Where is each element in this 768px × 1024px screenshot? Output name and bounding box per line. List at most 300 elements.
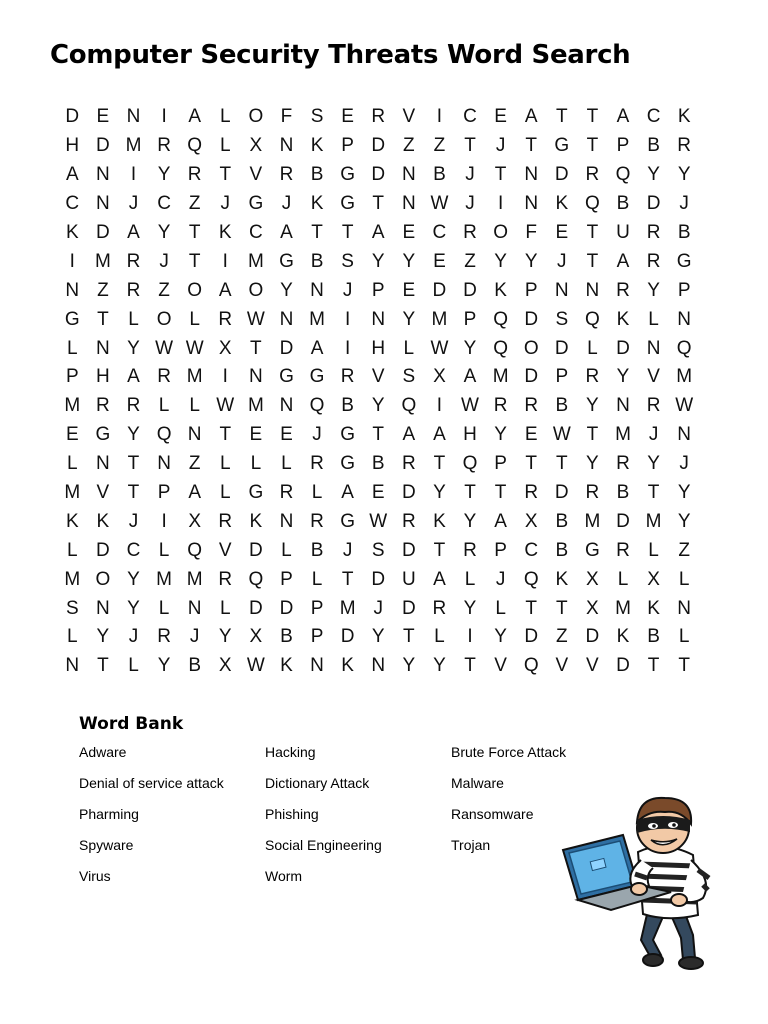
- grid-letter: M: [125, 135, 142, 157]
- word-bank-item: Brute Force Attack: [451, 744, 567, 760]
- grid-letter: S: [310, 106, 324, 128]
- grid-letter: V: [371, 366, 385, 388]
- grid-letter: O: [187, 279, 203, 301]
- grid-letter: T: [464, 135, 476, 157]
- grid-letter: T: [586, 106, 599, 128]
- grid-letter: Y: [647, 279, 660, 301]
- grid-letter: G: [64, 308, 80, 330]
- grid-letter: A: [433, 568, 446, 590]
- grid-letter: R: [524, 395, 539, 417]
- grid-letter: L: [219, 135, 231, 157]
- grid-letter: B: [616, 193, 630, 215]
- grid-letter: S: [341, 250, 354, 272]
- grid-letter: D: [524, 366, 539, 388]
- grid-letter: Q: [585, 193, 600, 215]
- grid-letter: B: [433, 164, 446, 186]
- grid-letter: J: [648, 424, 659, 446]
- grid-letter: A: [218, 279, 232, 301]
- grid-letter: B: [310, 164, 324, 186]
- grid-letter: D: [554, 164, 569, 186]
- grid-letter: Y: [647, 164, 660, 186]
- grid-letter: R: [279, 482, 294, 504]
- grid-letter: L: [495, 597, 506, 619]
- grid-letter: R: [585, 164, 600, 186]
- word-bank-item: Pharming: [79, 806, 139, 822]
- grid-letter: I: [222, 366, 228, 388]
- grid-letter: R: [157, 366, 171, 388]
- word-bank-item: Ransomware: [451, 806, 534, 822]
- word-bank-item: Worm: [265, 868, 303, 884]
- grid-letter: L: [281, 453, 292, 475]
- grid-letter: N: [96, 193, 110, 215]
- grid-letter: P: [280, 568, 293, 590]
- grid-letter: L: [158, 539, 170, 561]
- grid-letter: T: [464, 655, 476, 677]
- grid-letter: G: [585, 539, 600, 561]
- grid-letter: Y: [616, 366, 630, 388]
- word-bank-item: Phishing: [265, 806, 319, 822]
- grid-letter: D: [616, 510, 630, 532]
- grid-letter: B: [647, 135, 660, 157]
- grid-letter: G: [676, 250, 692, 272]
- grid-letter: J: [342, 539, 353, 561]
- grid-letter: M: [186, 366, 203, 388]
- word-bank-item: Malware: [451, 775, 504, 791]
- grid-letter: T: [555, 453, 568, 475]
- grid-letter: A: [65, 164, 79, 186]
- grid-letter: Y: [677, 482, 691, 504]
- grid-letter: Y: [127, 337, 140, 359]
- grid-letter: K: [218, 222, 232, 243]
- grid-letter: D: [401, 539, 416, 561]
- grid-letter: N: [371, 308, 386, 330]
- grid-letter: L: [189, 395, 200, 417]
- grid-letter: X: [586, 568, 599, 590]
- grid-letter: J: [373, 597, 383, 619]
- grid-letter: J: [679, 453, 689, 475]
- grid-letter: R: [96, 395, 110, 417]
- grid-letter: K: [310, 135, 324, 157]
- grid-letter: T: [433, 539, 446, 561]
- grid-letter: L: [250, 453, 262, 475]
- grid-letter: U: [401, 568, 416, 590]
- grid-letter: X: [647, 568, 660, 590]
- grid-letter: E: [249, 424, 263, 446]
- grid-letter: W: [675, 395, 694, 417]
- grid-letter: I: [497, 193, 504, 215]
- grid-letter: Y: [463, 597, 477, 619]
- grid-letter: I: [436, 106, 443, 128]
- grid-letter: P: [310, 597, 324, 619]
- grid-letter: R: [616, 453, 630, 475]
- grid-letter: L: [128, 308, 139, 330]
- grid-letter: A: [616, 250, 630, 272]
- grid-letter: D: [585, 626, 600, 648]
- grid-letter: L: [67, 626, 78, 648]
- grid-letter: B: [647, 626, 660, 648]
- grid-letter: T: [647, 482, 660, 504]
- grid-letter: K: [555, 193, 569, 215]
- grid-letter: K: [341, 655, 354, 677]
- grid-letter: X: [433, 366, 446, 388]
- grid-letter: T: [464, 482, 476, 504]
- grid-letter: M: [64, 568, 81, 590]
- grid-letter: C: [248, 222, 263, 243]
- grid-letter: G: [95, 424, 111, 446]
- grid-letter: R: [646, 395, 661, 417]
- grid-letter: B: [555, 510, 569, 532]
- grid-letter: Y: [677, 164, 691, 186]
- grid-letter: T: [403, 626, 415, 648]
- grid-letter: L: [67, 337, 78, 359]
- grid-letter: Y: [494, 424, 507, 446]
- grid-letter: A: [371, 222, 385, 243]
- grid-letter: V: [402, 106, 416, 128]
- grid-letter: P: [494, 453, 507, 475]
- grid-letter: B: [616, 482, 630, 504]
- grid-letter: T: [525, 453, 537, 475]
- grid-letter: G: [340, 424, 356, 446]
- grid-letter: J: [679, 193, 689, 215]
- grid-letter: P: [616, 135, 630, 157]
- grid-letter: S: [555, 308, 569, 330]
- grid-letter: A: [463, 366, 477, 388]
- grid-letter: E: [555, 222, 569, 243]
- grid-letter: J: [281, 193, 292, 215]
- grid-letter: B: [555, 539, 569, 561]
- grid-letter: R: [616, 279, 630, 301]
- grid-letter: Q: [615, 164, 631, 186]
- grid-letter: J: [495, 135, 506, 157]
- grid-letter: P: [371, 279, 385, 301]
- word-bank-item: Spyware: [79, 837, 134, 853]
- grid-letter: D: [248, 597, 263, 619]
- grid-letter: R: [187, 164, 202, 186]
- word-bank-item: Dictionary Attack: [265, 775, 370, 791]
- grid-letter: Q: [493, 337, 508, 359]
- grid-letter: P: [524, 279, 538, 301]
- grid-letter: X: [586, 597, 599, 619]
- grid-letter: D: [96, 135, 110, 157]
- grid-letter: M: [615, 597, 631, 619]
- grid-letter: T: [525, 135, 537, 157]
- grid-letter: J: [128, 193, 139, 215]
- grid-letter: M: [64, 482, 81, 504]
- grid-letter: P: [310, 626, 324, 648]
- grid-letter: M: [431, 308, 448, 330]
- grid-letter: N: [187, 424, 202, 446]
- grid-letter: D: [401, 482, 416, 504]
- grid-letter: X: [188, 510, 202, 532]
- grid-letter: Y: [494, 250, 507, 272]
- grid-letter: Q: [187, 539, 203, 561]
- grid-letter: O: [493, 222, 508, 243]
- grid-letter: G: [340, 193, 356, 215]
- grid-letter: M: [156, 568, 172, 590]
- grid-letter: D: [248, 539, 263, 561]
- grid-letter: M: [492, 366, 509, 388]
- grid-letter: O: [248, 106, 264, 128]
- grid-letter: D: [646, 193, 661, 215]
- grid-letter: W: [369, 510, 388, 532]
- grid-letter: R: [310, 453, 324, 475]
- grid-letter: T: [372, 193, 385, 215]
- grid-letter: B: [677, 222, 691, 243]
- grid-letter: J: [220, 193, 231, 215]
- grid-letter: J: [465, 193, 475, 215]
- grid-letter: X: [249, 135, 263, 157]
- word-bank-item: Virus: [79, 868, 111, 884]
- grid-letter: D: [616, 337, 630, 359]
- grid-letter: N: [310, 279, 324, 301]
- grid-letter: R: [463, 539, 477, 561]
- grid-letter: M: [247, 250, 264, 272]
- grid-letter: D: [279, 597, 294, 619]
- grid-letter: Y: [371, 626, 385, 648]
- grid-letter: A: [127, 222, 140, 243]
- grid-letter: E: [371, 482, 385, 504]
- grid-letter: Y: [433, 655, 446, 677]
- grid-letter: N: [677, 424, 692, 446]
- grid-letter: Y: [127, 597, 140, 619]
- grid-letter: L: [67, 539, 78, 561]
- grid-letter: Q: [585, 308, 600, 330]
- grid-letter: T: [525, 597, 537, 619]
- grid-letter: M: [247, 395, 264, 417]
- grid-letter: T: [219, 164, 232, 186]
- grid-letter: M: [309, 308, 325, 330]
- grid-letter: L: [587, 337, 598, 359]
- grid-letter: N: [279, 395, 294, 417]
- grid-letter: T: [586, 135, 599, 157]
- grid-letter: Y: [494, 626, 507, 648]
- grid-letter: M: [584, 510, 601, 532]
- grid-letter: T: [97, 308, 109, 330]
- grid-letter: I: [436, 395, 443, 417]
- grid-letter: R: [279, 164, 294, 186]
- grid-letter: S: [65, 597, 79, 619]
- grid-letter: L: [219, 482, 231, 504]
- grid-letter: A: [188, 482, 202, 504]
- grid-letter: H: [371, 337, 386, 359]
- grid-letter: T: [586, 424, 599, 446]
- grid-letter: G: [248, 193, 264, 215]
- grid-letter: I: [130, 164, 137, 186]
- grid-letter: G: [279, 366, 294, 388]
- grid-letter: D: [96, 539, 110, 561]
- grid-letter: T: [555, 106, 568, 128]
- grid-letter: M: [645, 510, 662, 532]
- grid-letter: D: [371, 135, 386, 157]
- grid-letter: E: [280, 424, 293, 446]
- grid-letter: N: [96, 164, 110, 186]
- word-bank-item: Denial of service attack: [79, 775, 224, 791]
- grid-letter: K: [280, 655, 293, 677]
- grid-letter: T: [586, 222, 599, 243]
- grid-letter: R: [677, 135, 692, 157]
- grid-letter: Q: [309, 395, 325, 417]
- grid-letter: Y: [280, 279, 293, 301]
- grid-letter: P: [555, 366, 569, 388]
- grid-letter: P: [157, 482, 171, 504]
- grid-letter: I: [345, 308, 351, 330]
- grid-letter: T: [555, 597, 568, 619]
- grid-letter: Y: [127, 424, 140, 446]
- hacker-illustration: [553, 790, 723, 975]
- grid-letter: R: [401, 510, 416, 532]
- grid-letter: R: [585, 366, 600, 388]
- grid-letter: J: [557, 250, 567, 272]
- grid-letter: D: [96, 222, 110, 243]
- grid-letter: W: [216, 395, 235, 417]
- grid-letter: Y: [157, 222, 171, 243]
- grid-letter: A: [127, 366, 140, 388]
- grid-letter: R: [126, 395, 141, 417]
- word-bank-item: Adware: [79, 744, 127, 760]
- grid-letter: B: [371, 453, 385, 475]
- grid-letter: D: [371, 164, 386, 186]
- grid-letter: T: [127, 482, 140, 504]
- grid-letter: N: [554, 279, 569, 301]
- grid-letter: E: [65, 424, 79, 446]
- grid-letter: X: [249, 626, 263, 648]
- grid-letter: I: [69, 250, 75, 272]
- grid-letter: W: [246, 308, 265, 330]
- word-bank-item: Hacking: [265, 744, 316, 760]
- grid-letter: T: [433, 453, 446, 475]
- grid-letter: G: [340, 164, 356, 186]
- grid-letter: R: [218, 568, 233, 590]
- grid-letter: T: [250, 337, 262, 359]
- grid-letter: N: [524, 164, 539, 186]
- grid-letter: W: [185, 337, 204, 359]
- grid-letter: P: [677, 279, 691, 301]
- grid-letter: Y: [96, 626, 110, 648]
- grid-letter: I: [345, 337, 351, 359]
- grid-letter: L: [219, 453, 231, 475]
- grid-letter: N: [157, 453, 171, 475]
- grid-letter: J: [159, 250, 169, 272]
- grid-letter: T: [188, 222, 201, 243]
- grid-letter: L: [158, 597, 170, 619]
- grid-letter: Q: [523, 655, 539, 677]
- grid-letter: M: [676, 366, 693, 388]
- grid-letter: A: [402, 424, 416, 446]
- grid-letter: D: [371, 568, 386, 590]
- grid-letter: H: [463, 424, 477, 446]
- grid-letter: N: [248, 366, 263, 388]
- grid-letter: F: [525, 222, 537, 243]
- grid-letter: V: [586, 655, 599, 677]
- grid-letter: T: [341, 568, 354, 590]
- grid-letter: J: [465, 164, 475, 186]
- grid-letter: R: [585, 482, 600, 504]
- grid-letter: Z: [188, 193, 201, 215]
- grid-letter: N: [96, 453, 110, 475]
- grid-letter: B: [555, 395, 569, 417]
- grid-letter: R: [493, 395, 508, 417]
- grid-letter: X: [218, 337, 232, 359]
- grid-letter: R: [126, 279, 141, 301]
- grid-letter: H: [65, 135, 80, 157]
- grid-letter: K: [65, 222, 79, 243]
- grid-letter: V: [249, 164, 263, 186]
- grid-letter: Q: [676, 337, 692, 359]
- grid-letter: Q: [462, 453, 478, 475]
- grid-letter: G: [248, 482, 264, 504]
- grid-letter: Y: [647, 453, 660, 475]
- grid-letter: R: [463, 222, 477, 243]
- grid-letter: Y: [433, 482, 446, 504]
- grid-letter: O: [523, 337, 539, 359]
- grid-letter: N: [96, 337, 110, 359]
- grid-letter: D: [340, 626, 355, 648]
- grid-letter: R: [157, 135, 171, 157]
- grid-letter: J: [495, 568, 506, 590]
- grid-letter: P: [494, 539, 507, 561]
- grid-letter: I: [161, 106, 167, 128]
- grid-letter: T: [494, 164, 507, 186]
- grid-letter: N: [279, 135, 294, 157]
- grid-letter: K: [65, 510, 79, 532]
- grid-letter: T: [127, 453, 140, 475]
- grid-letter: C: [65, 193, 80, 215]
- grid-letter: T: [219, 424, 232, 446]
- grid-letter: E: [341, 106, 354, 128]
- grid-letter: A: [280, 222, 293, 243]
- grid-letter: K: [616, 308, 630, 330]
- grid-letter: P: [65, 366, 79, 388]
- grid-letter: L: [648, 539, 659, 561]
- grid-letter: E: [494, 106, 507, 128]
- grid-letter: W: [430, 193, 449, 215]
- page-title: Computer Security Threats Word Search: [50, 40, 631, 70]
- grid-letter: N: [279, 510, 294, 532]
- grid-letter: V: [96, 482, 110, 504]
- grid-letter: N: [401, 193, 416, 215]
- grid-letter: N: [279, 308, 294, 330]
- grid-letter: R: [371, 106, 386, 128]
- grid-letter: T: [494, 482, 507, 504]
- grid-letter: T: [678, 655, 690, 677]
- grid-letter: N: [96, 597, 110, 619]
- grid-letter: N: [126, 106, 141, 128]
- grid-letter: L: [678, 626, 690, 648]
- grid-letter: Z: [678, 539, 690, 561]
- grid-letter: D: [65, 106, 80, 128]
- grid-letter: D: [279, 337, 294, 359]
- grid-letter: B: [188, 655, 202, 677]
- grid-letter: D: [524, 626, 539, 648]
- grid-letter: L: [219, 106, 231, 128]
- grid-letter: Q: [187, 135, 203, 157]
- grid-letter: A: [341, 482, 354, 504]
- grid-letter: K: [647, 597, 660, 619]
- word-bank-item: Social Engineering: [265, 837, 382, 853]
- grid-letter: Y: [218, 626, 232, 648]
- grid-letter: G: [340, 453, 356, 475]
- grid-letter: D: [616, 655, 630, 677]
- grid-letter: Q: [156, 424, 172, 446]
- grid-letter: M: [94, 250, 111, 272]
- grid-letter: R: [524, 482, 539, 504]
- grid-letter: D: [554, 337, 569, 359]
- grid-letter: Y: [402, 308, 416, 330]
- grid-letter: R: [646, 222, 661, 243]
- grid-letter: Q: [248, 568, 264, 590]
- grid-letter: L: [311, 482, 323, 504]
- grid-letter: L: [128, 655, 139, 677]
